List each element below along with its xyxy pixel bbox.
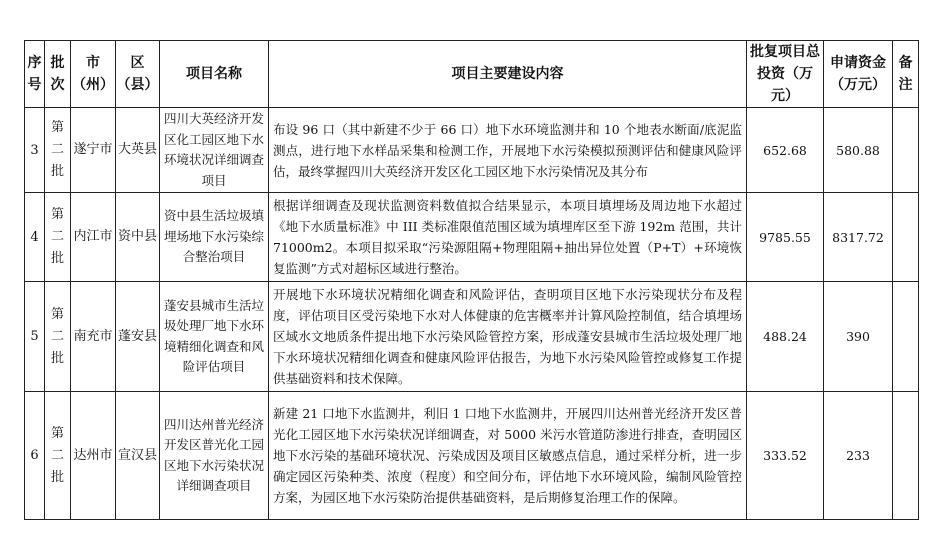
header-county: 区（县） xyxy=(116,41,160,108)
row-seq: 6 xyxy=(25,392,45,520)
row-project-name: 资中县生活垃圾填埋场地下水污染综合整治项目 xyxy=(160,193,269,282)
project-table xyxy=(24,40,919,520)
table-row xyxy=(25,193,919,282)
row-seq: 4 xyxy=(25,193,45,282)
row-project-name: 蓬安县城市生活垃圾处理厂地下水环境精细化调查和风险评估项目 xyxy=(160,282,269,392)
project-table-wrapper xyxy=(24,40,919,520)
row-approved-total: 333.52 xyxy=(747,392,824,520)
row-county: 蓬安县 xyxy=(116,282,160,392)
row-applied-funds: 233 xyxy=(824,392,893,520)
row-city: 遂宁市 xyxy=(71,108,116,193)
row-batch: 第二批 xyxy=(45,108,71,193)
header-applied-funds: 申请资金（万元） xyxy=(824,41,893,108)
row-seq: 3 xyxy=(25,108,45,193)
table-row xyxy=(25,282,919,392)
header-batch: 批次 xyxy=(45,41,71,108)
row-remarks xyxy=(893,392,919,520)
header-row xyxy=(25,41,919,108)
row-county: 宣汉县 xyxy=(116,392,160,520)
row-applied-funds: 390 xyxy=(824,282,893,392)
row-city: 内江市 xyxy=(71,193,116,282)
row-project-name: 四川大英经济开发区化工园区地下水环境状况详细调查项目 xyxy=(160,108,269,193)
header-approved-total: 批复项目总投资（万元） xyxy=(747,41,824,108)
row-batch: 第二批 xyxy=(45,282,71,392)
row-city: 南充市 xyxy=(71,282,116,392)
row-approved-total: 488.24 xyxy=(747,282,824,392)
row-content: 新建 21 口地下水监测井，利旧 1 口地下水监测井，开展四川达州普光经济开发区普光化工园区地下水污染状况详细调查，对 5000 米污水管道防渗进行排查，查明园区地下水污染的基础环境状况、污染成因及项目区敏感点信息，通过采样分析，进一步确定园区污染种类、浓度（程度）和空间分布，评估地下水环境风险，编制风险管控方案，为园区地下水污染防治提供基础资料，是后期修复治理工作的保障。 xyxy=(269,392,747,520)
row-county: 资中县 xyxy=(116,193,160,282)
header-project-name: 项目名称 xyxy=(160,41,269,108)
table-row xyxy=(25,392,919,520)
row-content: 布设 96 口（其中新建不少于 66 口）地下水环境监测井和 10 个地表水断面/底泥监测点，进行地下水样品采集和检测工作，开展地下水污染模拟预测评估和健康风险评估，最终掌握四川大英经济开发区化工园区地下水污染情况及其分布 xyxy=(269,108,747,193)
row-remarks xyxy=(893,108,919,193)
row-batch: 第二批 xyxy=(45,392,71,520)
table-row xyxy=(25,108,919,193)
header-remarks: 备注 xyxy=(893,41,919,108)
row-approved-total: 9785.55 xyxy=(747,193,824,282)
row-project-name: 四川达州普光经济开发区普光化工园区地下水污染状况详细调查项目 xyxy=(160,392,269,520)
row-county: 大英县 xyxy=(116,108,160,193)
row-content: 开展地下水环境状况精细化调查和风险评估，查明项目区地下水污染现状分布及程度，评估项目区受污染地下水对人体健康的危害概率并计算风险控制值，结合填埋场区域水文地质条件提出地下水污染风险管控方案，形成蓬安县城市生活垃圾处理厂地下水环境状况精细化调查和健康风险评估报告，为地下水污染风险管控或修复工作提供基础资料和技术保障。 xyxy=(269,282,747,392)
row-seq: 5 xyxy=(25,282,45,392)
row-applied-funds: 580.88 xyxy=(824,108,893,193)
header-content: 项目主要建设内容 xyxy=(269,41,747,108)
row-approved-total: 652.68 xyxy=(747,108,824,193)
header-city: 市（州） xyxy=(71,41,116,108)
row-city: 达州市 xyxy=(71,392,116,520)
row-content: 根据详细调查及现状监测资料数值拟合结果显示，本项目填埋场及周边地下水超过《地下水质量标准》中 III 类标准限值范围区域为填埋库区至下游 192m 范围，共计 71000m2。本项目拟采取“污染源阻隔+物理阻隔+抽出异位处置（P+T）+环境恢复监测”方式对超标区域进行整治。 xyxy=(269,193,747,282)
row-batch: 第二批 xyxy=(45,193,71,282)
header-seq: 序号 xyxy=(25,41,45,108)
row-remarks xyxy=(893,193,919,282)
row-applied-funds: 8317.72 xyxy=(824,193,893,282)
row-remarks xyxy=(893,282,919,392)
